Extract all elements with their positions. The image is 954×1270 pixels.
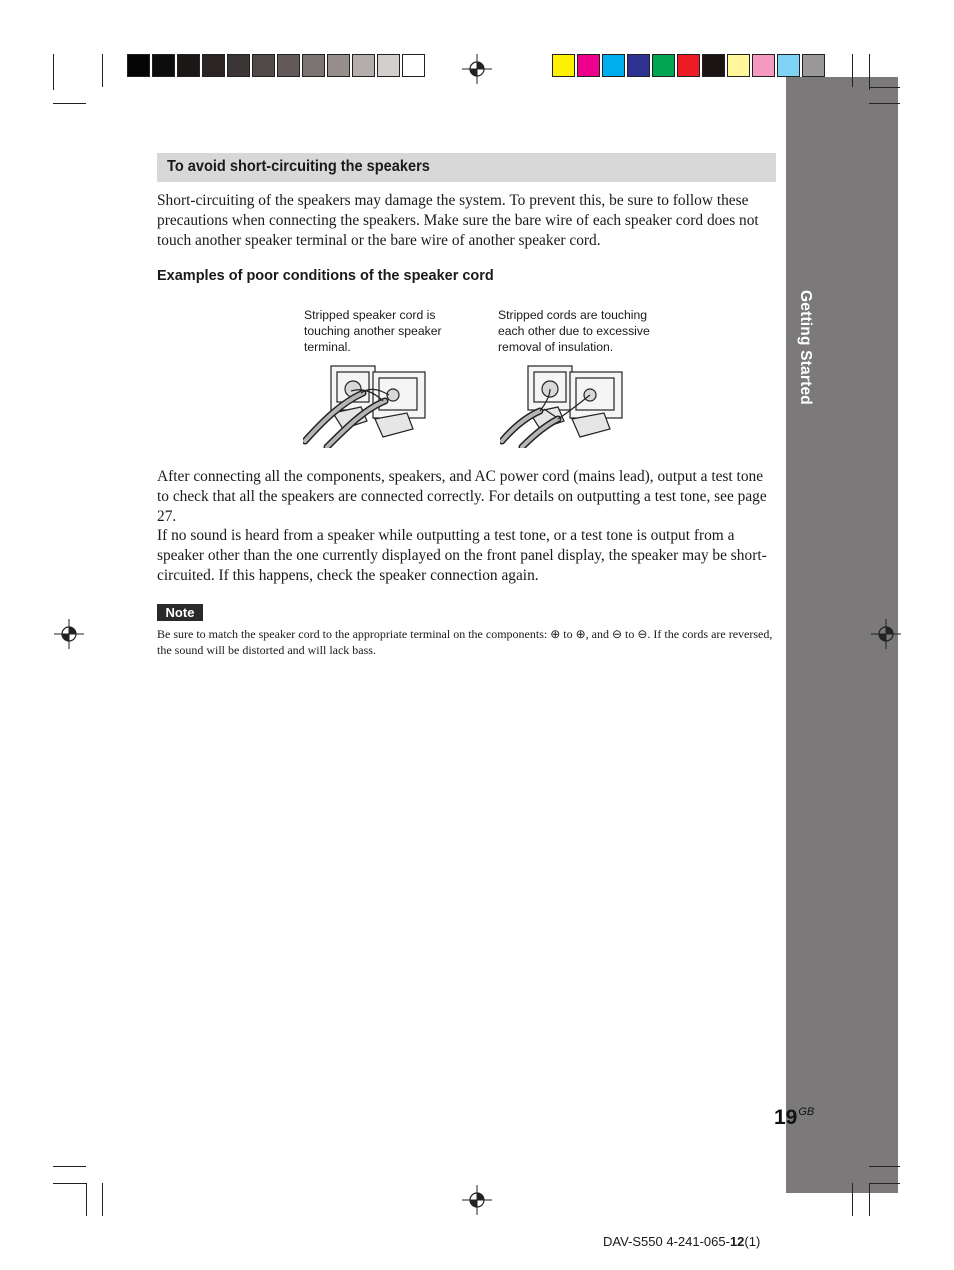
gray-swatch bbox=[352, 54, 375, 77]
color-swatch bbox=[727, 54, 750, 77]
color-swatch bbox=[752, 54, 775, 77]
gray-swatch bbox=[402, 54, 425, 77]
gray-swatch bbox=[277, 54, 300, 77]
gray-swatch bbox=[252, 54, 275, 77]
speaker-terminal-illustration-left bbox=[303, 363, 428, 448]
speaker-terminal-illustration-right bbox=[500, 363, 625, 448]
registration-mark-icon bbox=[54, 619, 84, 649]
note-badge: Note bbox=[157, 604, 203, 621]
side-tab-label: Getting Started bbox=[797, 290, 814, 405]
color-swatch bbox=[802, 54, 825, 77]
gray-swatch bbox=[302, 54, 325, 77]
color-swatch bbox=[652, 54, 675, 77]
color-swatch bbox=[702, 54, 725, 77]
color-swatch bbox=[777, 54, 800, 77]
registration-mark-icon bbox=[871, 619, 901, 649]
footer-rev-bold: 12 bbox=[729, 1234, 745, 1249]
footer-model: DAV-S550 4-241-065- bbox=[603, 1234, 730, 1249]
registration-mark-icon bbox=[462, 1185, 492, 1215]
gray-swatch bbox=[177, 54, 200, 77]
section-title: To avoid short-circuiting the speakers bbox=[167, 158, 430, 175]
gray-swatch bbox=[152, 54, 175, 77]
gray-swatch bbox=[202, 54, 225, 77]
gray-swatch bbox=[227, 54, 250, 77]
footer-model-code bbox=[603, 1234, 760, 1249]
gray-swatch bbox=[327, 54, 350, 77]
color-swatch bbox=[677, 54, 700, 77]
color-swatch bbox=[577, 54, 600, 77]
color-swatch bbox=[552, 54, 575, 77]
intro-paragraph: Short-circuiting of the speakers may damage the system. To prevent this, be sure to follow these precautions when connecting the speakers. Make sure the bare wire of each speaker cord does not touch another speaker terminal or the bare wire of another speaker cord. bbox=[157, 192, 759, 249]
registration-mark-icon bbox=[462, 54, 492, 84]
page-number-suffix: GB bbox=[798, 1106, 815, 1118]
note-text: Be sure to match the speaker cord to the appropriate terminal on the components: ⊕ to ⊕, and ⊖ to ⊖. If the cords are reversed, the sound will be distorted and will lack bass. bbox=[157, 627, 773, 657]
section-header bbox=[157, 153, 776, 182]
page-number bbox=[774, 1106, 814, 1130]
caption-left: Stripped speaker cord is touching another speaker terminal. bbox=[304, 308, 442, 354]
troubleshoot-paragraph: If no sound is heard from a speaker while outputting a test tone, or a test tone is output from a speaker other than the one currently displayed on the front panel display, the speaker may be short-circuited. If this happens, check the speaker connection again. bbox=[157, 527, 767, 584]
caption-right: Stripped cords are touching each other due to excessive removal of insulation. bbox=[498, 308, 650, 354]
page-number-value: 19 bbox=[774, 1106, 798, 1129]
test-tone-paragraph: After connecting all the components, speakers, and AC power cord (mains lead), output a test tone to check that all the speakers are connected correctly. For details on outputting a test tone, see page 27. bbox=[157, 468, 767, 525]
color-swatch bbox=[602, 54, 625, 77]
gray-swatch bbox=[127, 54, 150, 77]
examples-heading: Examples of poor conditions of the speaker cord bbox=[157, 268, 494, 284]
color-swatch bbox=[627, 54, 650, 77]
gray-swatch bbox=[377, 54, 400, 77]
footer-rev-tail: (1) bbox=[744, 1234, 761, 1249]
